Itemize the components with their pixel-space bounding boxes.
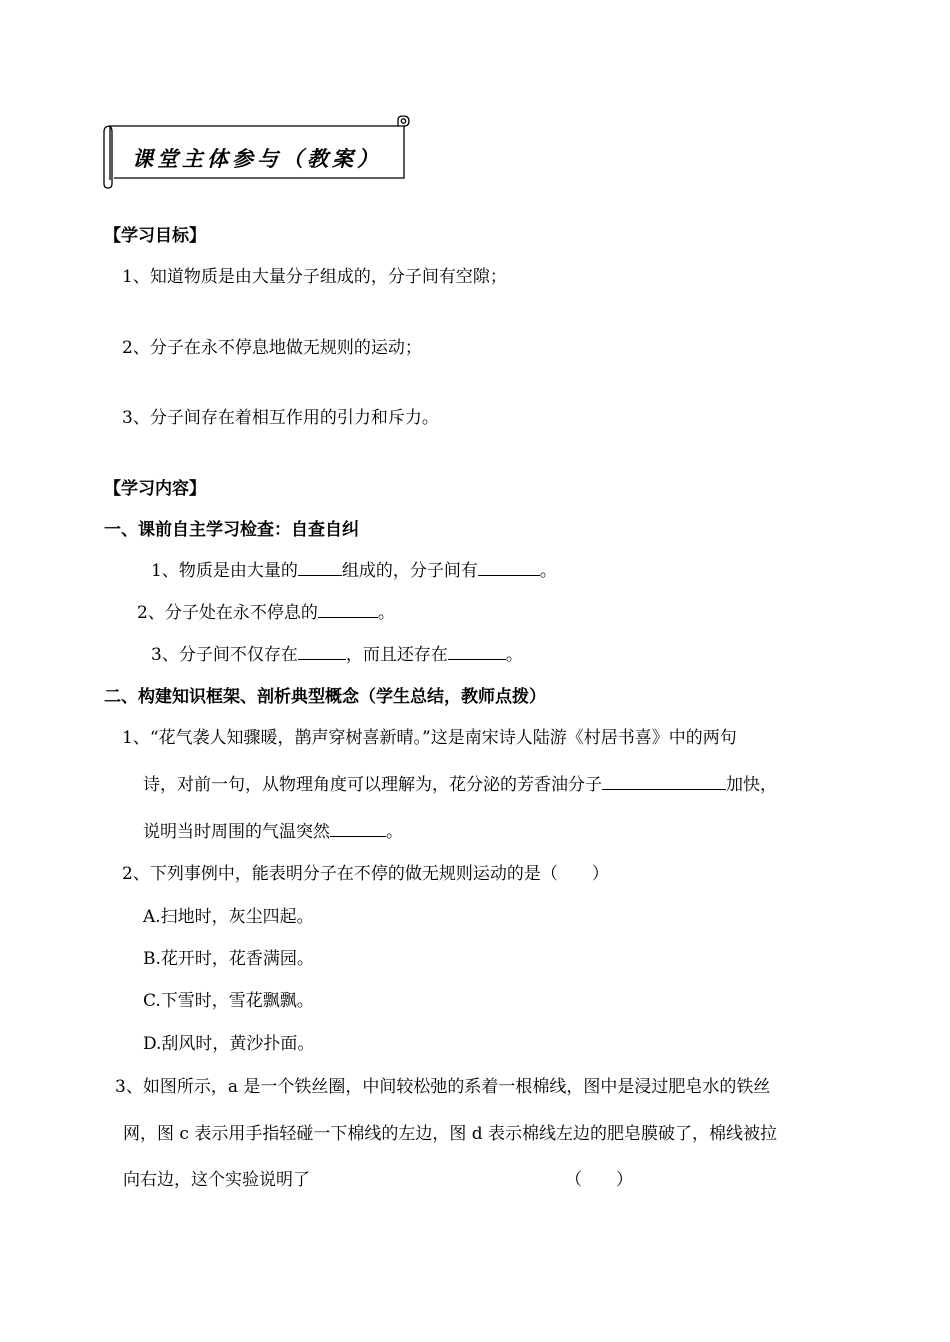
section2-q3-line1: 3、如图所示，a 是一个铁丝圈，中间较松弛的系着一根棉线，图中是浸过肥皂水的铁丝	[115, 1077, 771, 1097]
objective-item-1: 1、知道物质是由大量分子组成的，分子间有空隙；	[122, 267, 507, 287]
content-heading: 【学习内容】	[104, 479, 206, 499]
objective-item-3: 3、分子间存在着相互作用的引力和斥力。	[122, 408, 439, 428]
banner-title: 课堂主体参与（教案）	[132, 147, 382, 171]
section1-question-3: 3、分子间不仅存在 ，而且还存在 。	[151, 645, 523, 665]
section2-title: 二、构建知识框架、剖析典型概念（学生总结，教师点拨）	[104, 687, 546, 707]
objective-item-2: 2、分子在永不停息地做无规则的运动；	[122, 338, 422, 358]
section2-q2-stem: 2、下列事例中，能表明分子在不停的做无规则运动的是（ ）	[122, 864, 609, 884]
section2-q2-option-b[interactable]: B.花开时，花香满园。	[143, 949, 314, 969]
answer-blank[interactable]	[318, 601, 378, 618]
section2-q1-line3: 说明当时周围的气温突然 。	[143, 822, 403, 842]
section2-q2-option-c[interactable]: C.下雪时，雪花飘飘。	[143, 991, 314, 1011]
section2-q1-line2: 诗，对前一句，从物理角度可以理解为，花分泌的芳香油分子 加快，	[143, 775, 777, 795]
section2-q3-line2: 网，图 c 表示用手指轻碰一下棉线的左边，图 d 表示棉线左边的肥皂膜破了，棉线被拉	[123, 1124, 778, 1144]
section2-q2-option-d[interactable]: D.刮风时，黄沙扑面。	[143, 1034, 315, 1054]
answer-blank[interactable]	[298, 559, 342, 576]
answer-blank[interactable]	[330, 820, 386, 837]
section1-question-1: 1、物质是由大量的 组成的，分子间有 。	[151, 561, 557, 581]
answer-blank[interactable]	[448, 643, 506, 660]
answer-blank[interactable]	[478, 559, 540, 576]
answer-blank[interactable]	[298, 643, 346, 660]
section1-question-2: 2、分子处在永不停息的 。	[137, 603, 395, 623]
section2-q2-option-a[interactable]: A.扫地时，灰尘四起。	[143, 907, 314, 927]
section1-title: 一、课前自主学习检查：自查自纠	[104, 520, 359, 540]
section2-q3-line3: 向右边，这个实验说明了	[123, 1170, 310, 1190]
objectives-heading: 【学习目标】	[104, 226, 206, 246]
section2-q3-answer-paren: （ ）	[565, 1170, 633, 1190]
answer-blank[interactable]	[602, 773, 726, 790]
section2-q1-line1: 1、“花气袭人知骤暖，鹊声穿树喜新晴。”这是南宋诗人陆游《村居书喜》中的两句	[122, 728, 737, 748]
